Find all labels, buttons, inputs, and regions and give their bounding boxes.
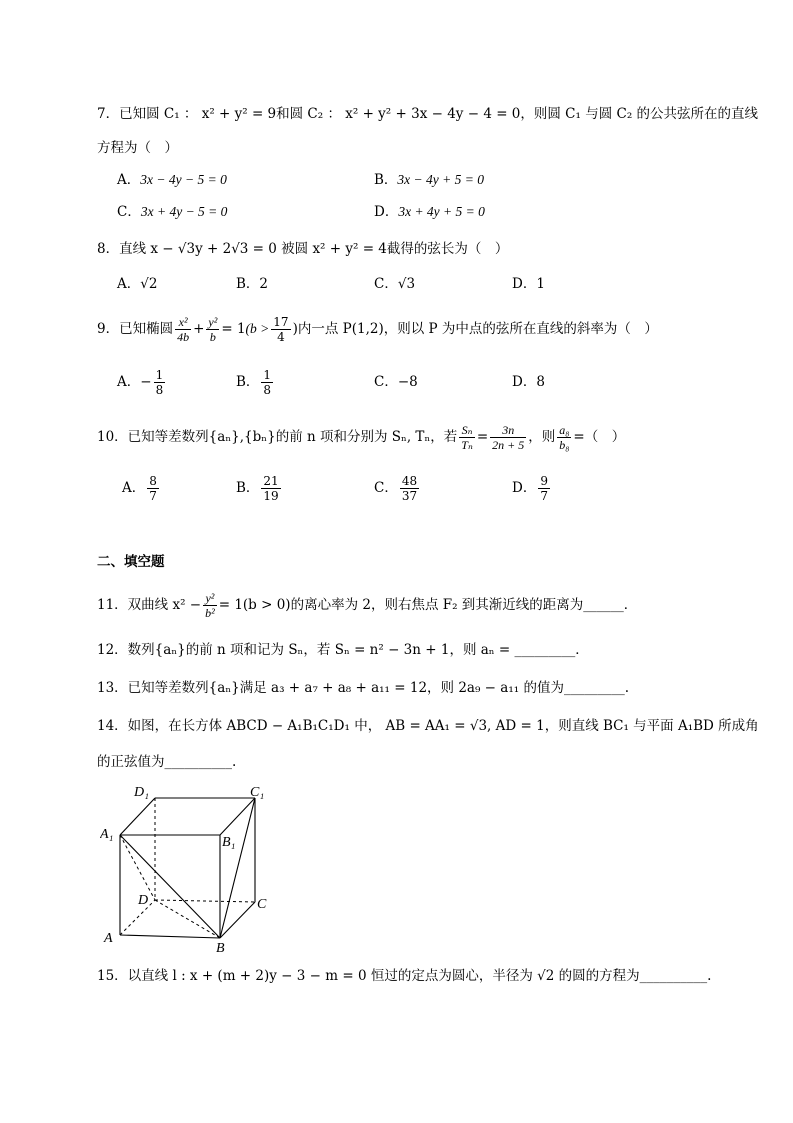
q9-suffix: 内一点 P(1,2)，则以 P 为中点的弦所在直线的斜率为（ ） xyxy=(297,321,658,337)
q14-line2: 的正弦值为__________. xyxy=(97,754,237,770)
q8-option-d xyxy=(512,274,545,294)
q9-equals: = 1 xyxy=(221,321,246,337)
frac-denominator: 2n + 5 xyxy=(492,438,525,452)
option-label: C． xyxy=(117,204,141,220)
option-label: C． xyxy=(374,374,398,390)
label-c1: C₁ xyxy=(250,785,265,800)
frac-denominator: b₈ xyxy=(559,438,570,452)
frac-numerator: x² xyxy=(175,315,191,330)
edge-a1-d1 xyxy=(120,798,155,835)
q10-prefix: 10．已知等差数列{aₙ},{bₙ}的前 n 项和分别为 Sₙ, Tₙ，若 xyxy=(97,429,458,445)
option-text: 3x + 4y − 5 = 0 xyxy=(140,204,228,219)
q10-option-a xyxy=(122,472,161,504)
option-label: B． xyxy=(374,172,398,188)
q7-stem-line2: 方程为（ ） xyxy=(97,140,178,156)
option-text: 1 xyxy=(536,276,545,292)
hidden-line-a1-d xyxy=(120,835,155,900)
q13-stem: 13．已知等差数列{aₙ}满足 a₃ + a₇ + a₈ + a₁₁ = 12，则 2a₉ − a₁₁ 的值为_________. xyxy=(97,680,629,696)
option-label: D． xyxy=(374,204,399,220)
edge-a-b xyxy=(120,935,220,938)
option-label: B． xyxy=(236,276,260,292)
frac-denominator: Tₙ xyxy=(461,438,473,452)
q9-condition-close: ) xyxy=(292,321,298,337)
q8-option-b xyxy=(236,274,268,294)
label-a1: A₁ xyxy=(100,827,114,842)
frac-denominator: 19 xyxy=(263,489,279,503)
q10-frac-n xyxy=(490,423,526,452)
q8-stem: 8．直线 x − √3y + 2√3 = 0 被圆 x² + y² = 4截得的弦长为（ ） xyxy=(97,241,509,257)
q8-option-c xyxy=(374,274,415,294)
q7-stem-line1: 7．已知圆 C₁ ： x² + y² = 9和圆 C₂ ： x² + y² + 3x − 4y − 4 = 0，则圆 C₁ 与圆 C₂ 的公共弦所在的直线 xyxy=(97,106,759,122)
option-label: C． xyxy=(374,480,398,496)
frac-denominator: 8 xyxy=(155,383,164,397)
frac-numerator: 3n xyxy=(490,423,526,438)
q9-option-d xyxy=(512,372,545,392)
q15-stem: 15．以直线 l : x + (m + 2)y − 3 − m = 0 恒过的定点为圆心，半径为 √2 的圆的方程为__________. xyxy=(97,968,712,984)
hidden-edge-d-c xyxy=(155,900,255,902)
diagonal-a1-b xyxy=(120,835,220,938)
q10-frac-a-b xyxy=(557,423,571,452)
frac-denominator: b xyxy=(209,330,216,344)
option-text: 3x − 4y + 5 = 0 xyxy=(397,172,484,187)
frac-denominator: 4 xyxy=(277,330,285,344)
cuboid-figure xyxy=(100,780,290,955)
option-text: −8 xyxy=(397,374,418,390)
frac-denominator: 4b xyxy=(177,330,190,344)
q10-mid: ，则 xyxy=(528,429,556,445)
q7-option-a xyxy=(117,170,227,190)
q11-frac xyxy=(203,591,217,620)
option-label: A． xyxy=(122,480,146,496)
frac-denominator: 7 xyxy=(540,489,548,503)
frac-numerator: 9 xyxy=(540,474,548,488)
q9-frac-condition xyxy=(271,315,290,344)
hidden-line-d-b xyxy=(155,900,220,938)
label-a: A xyxy=(104,931,113,946)
q12-stem: 12．数列{aₙ}的前 n 项和记为 Sₙ，若 Sₙ = n² − 3n + 1，则 aₙ = _________． xyxy=(97,642,589,658)
option-label: B． xyxy=(236,374,260,390)
edge-b-c xyxy=(220,902,255,938)
option-fraction xyxy=(154,368,166,397)
q10-option-d xyxy=(512,472,552,504)
section-title-fill-in: 二、填空题 xyxy=(97,554,165,570)
q9-condition-open: (b > xyxy=(245,321,270,336)
diagonal-b-c1 xyxy=(220,798,255,938)
option-label: D． xyxy=(512,480,537,496)
q14-line1: 14．如图，在长方体 ABCD − A₁B₁C₁D₁ 中， AB = AA₁ = √3, AD = 1，则直线 BC₁ 与平面 A₁BD 所成角 xyxy=(97,718,759,734)
q10-frac-s-t xyxy=(459,423,475,452)
q10-stem xyxy=(97,420,625,454)
q9-prefix: 9．已知椭圆 xyxy=(97,321,174,337)
q7-option-d xyxy=(374,202,485,222)
q9-option-c xyxy=(374,372,418,392)
option-fraction xyxy=(147,474,159,503)
frac-numerator: Sₙ xyxy=(459,423,475,438)
option-text: √2 xyxy=(140,276,158,292)
frac-denominator: 7 xyxy=(149,489,157,503)
frac-numerator: 8 xyxy=(149,474,157,488)
q9-frac-x xyxy=(175,315,191,344)
frac-denominator: 8 xyxy=(263,383,272,397)
frac-numerator: y² xyxy=(208,315,218,329)
option-text: 3x + 4y + 5 = 0 xyxy=(398,204,485,219)
frac-numerator: 21 xyxy=(263,474,279,488)
option-label: C． xyxy=(374,276,398,292)
frac-numerator: y² xyxy=(203,591,217,606)
q9-stem xyxy=(97,312,658,346)
option-fraction xyxy=(538,474,550,503)
q7-option-c xyxy=(117,202,227,222)
q10-option-c xyxy=(374,472,421,504)
label-b1: B₁ xyxy=(222,835,236,850)
option-text: 2 xyxy=(259,276,269,292)
q9-option-a xyxy=(117,366,167,398)
option-text: 3x − 4y − 5 = 0 xyxy=(140,172,227,187)
q8-option-a xyxy=(117,274,157,294)
edge-b1-c1 xyxy=(220,798,255,835)
option-fraction xyxy=(261,368,273,397)
q7-option-b xyxy=(374,170,484,190)
option-fraction xyxy=(261,474,280,503)
option-fraction xyxy=(400,474,419,503)
q11-prefix: 11．双曲线 x² − xyxy=(97,597,202,613)
option-label: A． xyxy=(117,172,141,188)
option-label: A． xyxy=(117,374,141,390)
q10-equals: = xyxy=(476,429,489,445)
q10-option-b xyxy=(236,472,283,504)
q11-suffix: = 1(b > 0)的离心率为 2，则右焦点 F₂ 到其渐近线的距离为______． xyxy=(218,597,638,613)
q9-plus: + xyxy=(193,321,205,337)
option-label: D． xyxy=(512,276,537,292)
frac-denominator: 37 xyxy=(401,489,418,503)
frac-numerator: a₈ xyxy=(559,423,570,437)
option-label: B． xyxy=(236,480,260,496)
q11-stem xyxy=(97,588,637,622)
label-c: C xyxy=(257,897,267,912)
q9-frac-y xyxy=(206,315,219,344)
q9-option-b xyxy=(236,366,275,398)
frac-numerator: 1 xyxy=(155,368,164,382)
option-sign: − xyxy=(140,374,152,390)
option-label: D． xyxy=(512,374,537,390)
label-d: D xyxy=(138,893,149,908)
q10-suffix: =（ ） xyxy=(573,429,626,445)
option-text: 8 xyxy=(536,374,545,390)
frac-numerator: 1 xyxy=(263,368,272,382)
label-b: B xyxy=(216,941,225,955)
frac-denominator: b² xyxy=(205,606,215,620)
frac-numerator: 17 xyxy=(273,315,289,329)
frac-numerator: 48 xyxy=(401,474,418,488)
label-d1: D₁ xyxy=(134,785,149,800)
option-label: A． xyxy=(117,276,141,292)
option-text: √3 xyxy=(397,276,416,292)
